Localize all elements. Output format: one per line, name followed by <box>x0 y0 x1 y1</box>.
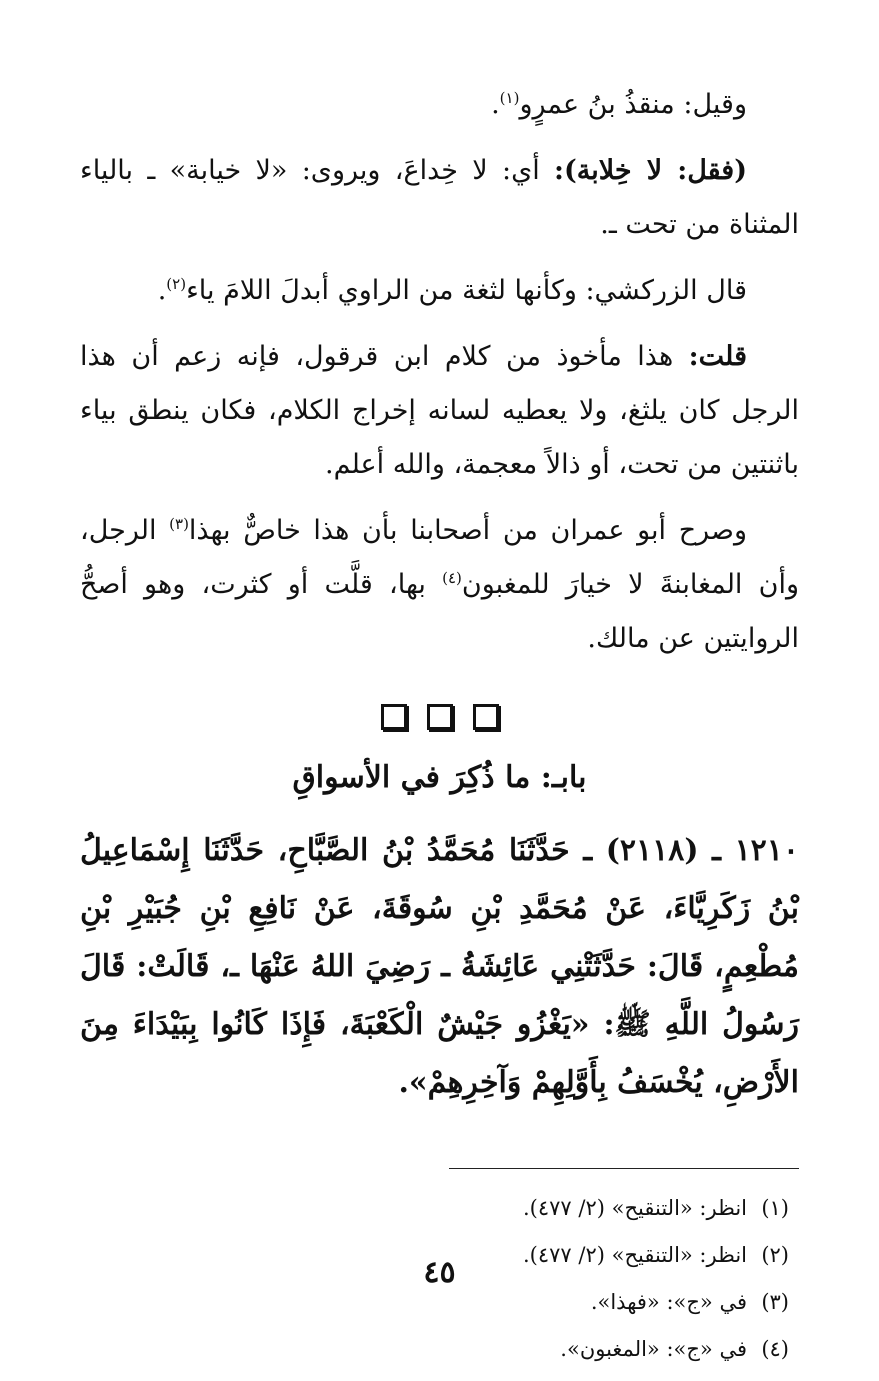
paragraph-2-text: أي: لا خِداعَ، ويروى: «لا خيابة» ـ بالياء المثناة من تحت ـ. <box>80 155 799 240</box>
footnote-number: (٤) <box>761 1337 789 1361</box>
paragraph-1-end: . <box>491 89 500 120</box>
footnote-number: (٢) <box>761 1243 789 1267</box>
footnote-number: (٣) <box>761 1290 789 1314</box>
paragraph-4-lead: قلت: <box>688 341 747 372</box>
paragraph-3-text: قال الزركشي: وكأنها لثغة من الراوي أبدلَ اللامَ ياء <box>186 275 747 306</box>
footnote-item <box>80 1185 799 1232</box>
footnote-ref-2[interactable]: (٢) <box>166 275 187 293</box>
chapter-title: بابـ: ما ذُكِرَ في الأسواقِ <box>292 760 587 795</box>
section-separator <box>80 704 799 730</box>
paragraph-5-text-b: الرجل، وأن المغابنةَ لا خيارَ للمغبون <box>80 515 800 600</box>
paragraph-4 <box>80 330 799 492</box>
paragraph-4-text: هذا مأخوذ من كلام ابن قرقول، فإنه زعم أن هذا الرجل كان يلثغ، ولا يعطيه لسانه إخراج الكلام، فكان ينطق بياء باثنتين من تحت، أو ذالاً معجمة، والله أعلم. <box>80 341 799 480</box>
footnote-ref-1[interactable]: (١) <box>499 89 520 107</box>
footnote-divider <box>449 1168 799 1169</box>
paragraph-3-end: . <box>157 275 167 306</box>
footnote-item <box>80 1326 799 1373</box>
hadith-text: ١٢١٠ ـ (٢١١٨) ـ حَدَّثَنَا مُحَمَّدُ بْنُ الصَّبَّاحِ، حَدَّثَنَا إِسْمَاعِيلُ بْنُ زَكَرِيَّاءَ، عَنْ مُحَمَّدِ بْنِ سُوقَةَ، عَنْ نَافِعِ بْنِ جُبَيْرِ بْنِ مُطْعِمٍ، قَالَ: حَدَّثَتْنِي عَائِشَةُ ـ رَضِيَ اللهُ عَنْهَا ـ، قَالَتْ: قَالَ رَسُولُ اللَّهِ ﷺ: «يَغْزُو جَيْشٌ الْكَعْبَةَ، فَإِذَا كَانُوا بِبَيْدَاءَ مِنَ الأَرْضِ، يُخْسَفُ بِأَوَّلِهِمْ وَآخِرِهِمْ». <box>80 833 800 1100</box>
footnote-text: انظر: «التنقيح» (٢/ ٤٧٧). <box>523 1196 747 1220</box>
separator-box-icon <box>381 704 407 730</box>
paragraph-5-text-c: بها، قلَّت أو كثرت، وهو أصحُّ الروايتين عن مالك. <box>80 569 799 654</box>
footnote-text: انظر: «التنقيح» (٢/ ٤٧٧). <box>523 1243 747 1267</box>
footnote-text: في «ج»: «فهذا». <box>590 1290 747 1314</box>
paragraph-3 <box>80 264 799 318</box>
paragraph-2-lead: (فقل: لا خِلابة): <box>554 155 747 186</box>
paragraph-2 <box>80 144 799 252</box>
footnote-ref-4[interactable]: (٤) <box>442 569 462 587</box>
footnote-number: (١) <box>761 1196 789 1220</box>
separator-box-icon <box>473 704 499 730</box>
separator-box-icon <box>427 704 453 730</box>
paragraph-1 <box>80 78 799 132</box>
paragraph-5-text-a: وصرح أبو عمران من أصحابنا بأن هذا خاصٌّ بهذا <box>188 515 748 546</box>
page-content <box>80 78 799 1373</box>
paragraph-1-text: وقيل: منقذُ بنُ عمرٍو <box>519 89 747 120</box>
footnote-text: في «ج»: «المغبون». <box>560 1337 747 1361</box>
paragraph-5 <box>80 504 799 666</box>
page-number: ٤٥ <box>423 1255 456 1290</box>
footnote-ref-3[interactable]: (٣) <box>169 515 189 533</box>
